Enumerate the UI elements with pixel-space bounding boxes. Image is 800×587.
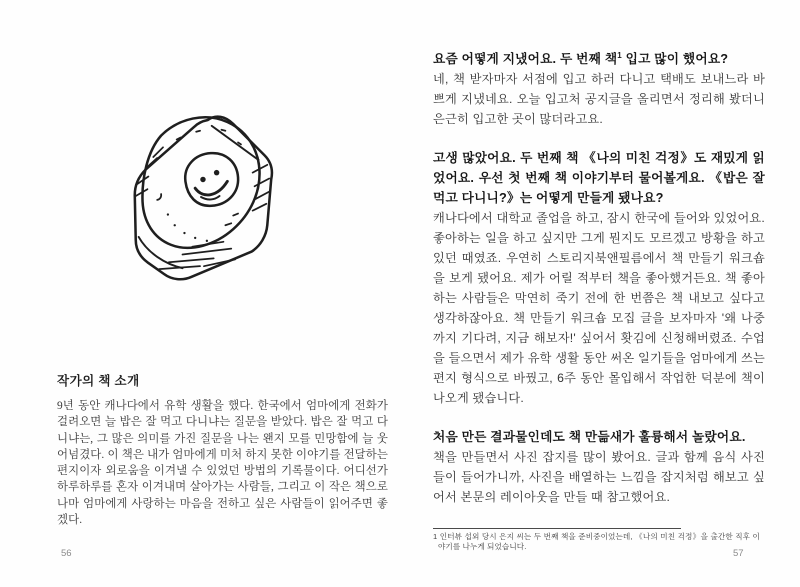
page-number-left: 56 — [61, 548, 72, 559]
footnote-divider — [433, 528, 681, 529]
interview-question: 고생 많았어요. 두 번째 책 《나의 미친 걱정》도 재밌게 읽었어요. 우선 첫 번째 책 이야기부터 물어볼게요. 《밥은 잘 먹고 다니니?》는 어떻게 만들게 됐나요? — [433, 151, 765, 205]
section-title: 작가의 책 소개 — [57, 374, 140, 388]
interview-column — [433, 49, 765, 551]
interview-answer: 캐나다에서 대학교 졸업을 하고, 잠시 한국에 들어와 있었어요. 좋아하는 일을 하고 싶지만 그게 뭔지도 모르겠고 방황을 하고 있던 때였죠. 우연히 스토리지북앤필름에서 책 만들기 워크숍을 보게 됐어요. 제가 어릴 적부터 책을 좋아했거든요. 책 좋아하는 사람들은 막연히 죽기 전에 한 번쯤은 책 내보고 싶다고 생각하잖아요. 책 만들기 워크숍 모집 글을 보자마자 '왜 나중까지 기다려, 지금 해보자!' 싶어서 홧김에 신청해버렸죠. 수업을 들으면서 제가 유학 생활 동안 써온 일기들을 엄마에게 쓰는 편지 형식으로 바꿨고, 6주 동안 몰입해서 작업한 덕분에 책이 나오게 됐습니다. — [433, 211, 765, 405]
chin-line — [201, 196, 220, 199]
question-text: 요즘 어떻게 지냈어요. 두 번째 책 — [433, 52, 618, 66]
egg-specks — [157, 130, 241, 242]
footnote-marker: 1 — [617, 50, 622, 60]
question-text: 입고 많이 했어요? — [621, 52, 729, 66]
interview-question — [433, 49, 765, 69]
left-eye — [200, 177, 205, 182]
right-eye — [214, 170, 219, 175]
interview-answer: 네, 책 받자마자 서점에 입고 하러 다니고 택배도 보내느라 바쁘게 지냈네요. 오늘 입고처 공지글을 올리면서 정리해 봤더니 은근히 입고한 곳이 많더라고요. — [433, 72, 765, 126]
qa-block — [433, 49, 765, 129]
yolk-outline — [185, 153, 238, 206]
page-number-right: 57 — [733, 548, 744, 559]
interview-question: 처음 만든 결과물인데도 책 만듦새가 훌륭해서 놀랐어요. — [433, 430, 746, 444]
qa-block — [433, 427, 765, 507]
interview-answer: 책을 만들면서 사진 잡지를 많이 봤어요. 글과 함께 음식 사진들이 들어가니까, 사진을 배열하는 느낌을 잡지처럼 해보고 싶어서 본문의 레이아웃을 만들 때 참고했어요. — [433, 450, 765, 504]
book-intro-paragraph: 9년 동안 캐나다에서 유학 생활을 했다. 한국에서 엄마에게 전화가 걸려오면 늘 밥은 잘 먹고 다니냐는 질문을 받았다. 밥은 잘 먹고 다니냐는, 그 많은 의미를 가진 질문을 나는 왠지 모를 민망함에 늘 웃어넘겼다. 이 책은 내가 엄마에게 미처 하지 못한 이야기를 전달하는 편지이자 외로움을 이겨낼 수 있었던 방법의 기록물이다. 어디선가 하루하루를 혼자 이겨내며 살아가는 사람들, 그리고 이 작은 책으로나마 엄마에게 사랑하는 마음을 전하고 싶은 사람들이 읽어주면 좋겠다. — [57, 400, 388, 527]
qa-block — [433, 148, 765, 408]
fried-egg-toast-illustration — [126, 108, 278, 286]
footnote-text: 1 인터뷰 섭외 당시 은지 씨는 두 번째 책을 준비중이었는데, 《나의 미친 걱정》을 출간한 직후 이야기를 나누게 되었습니다. — [433, 532, 760, 551]
smile — [195, 181, 227, 195]
egg-white-outline — [142, 117, 259, 248]
